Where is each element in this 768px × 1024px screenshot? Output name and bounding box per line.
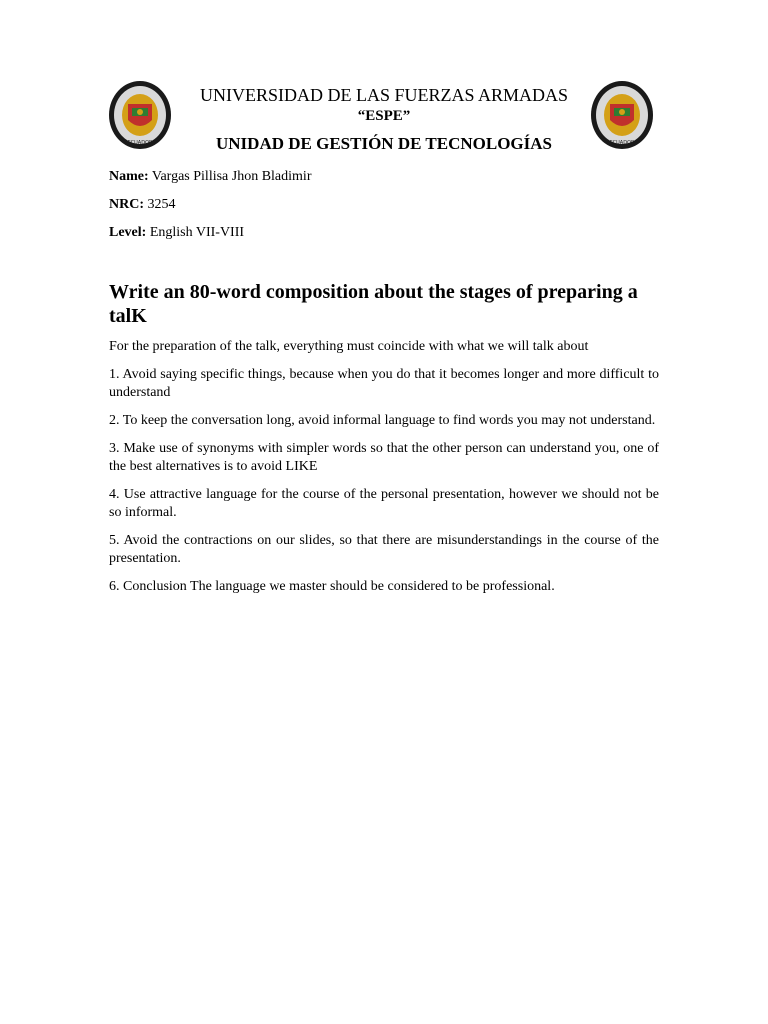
name-value: Vargas Pillisa Jhon Bladimir (151, 169, 312, 184)
paragraph-conclusion: 6. Conclusion The language we master should be considered to be professional. (109, 579, 555, 594)
unit-name: UNIDAD DE GESTIÓN DE TECNOLOGÍAS (216, 134, 552, 153)
paragraph-item: 5. Avoid the contractions on our slides, so that there are misunderstandings in the course of the presentation. (109, 533, 659, 566)
seal-bottom-text: ECUADOR (609, 140, 635, 146)
level-value: English VII-VIII (149, 225, 245, 240)
university-acronym: “ESPE” (357, 108, 411, 124)
level-label: Level: (109, 225, 147, 240)
paragraph-item: 2. To keep the conversation long, avoid informal language to find words you may not understand. (109, 413, 656, 428)
student-name-line (109, 168, 311, 186)
name-label: Name: (109, 169, 149, 184)
nrc-line (109, 196, 176, 214)
paragraph-item: 3. Make use of synonyms with simpler words so that the other person can understand you, one of the best alternatives is to avoid LIKE (109, 441, 659, 474)
paragraph-item: 4. Use attractive language for the course of the personal presentation, however we should not be so informal. (109, 487, 659, 520)
university-seal-left (108, 80, 172, 150)
nrc-value: 3254 (147, 197, 176, 212)
university-name: UNIVERSIDAD DE LAS FUERZAS ARMADAS (199, 85, 569, 105)
nrc-label: NRC: (109, 197, 144, 212)
composition-title: Write an 80-word composition about the stages of preparing a talK (109, 281, 638, 327)
paragraph-item: 1. Avoid saying specific things, because when you do that it becomes longer and more difficult to understand (109, 367, 659, 400)
university-seal-right (590, 80, 654, 150)
composition-body (109, 338, 659, 606)
paragraph-intro: For the preparation of the talk, everything must coincide with what we will talk about (109, 339, 589, 354)
document-header (180, 84, 588, 155)
seal-bottom-text: ECUADOR (127, 140, 153, 146)
level-line (109, 224, 244, 242)
